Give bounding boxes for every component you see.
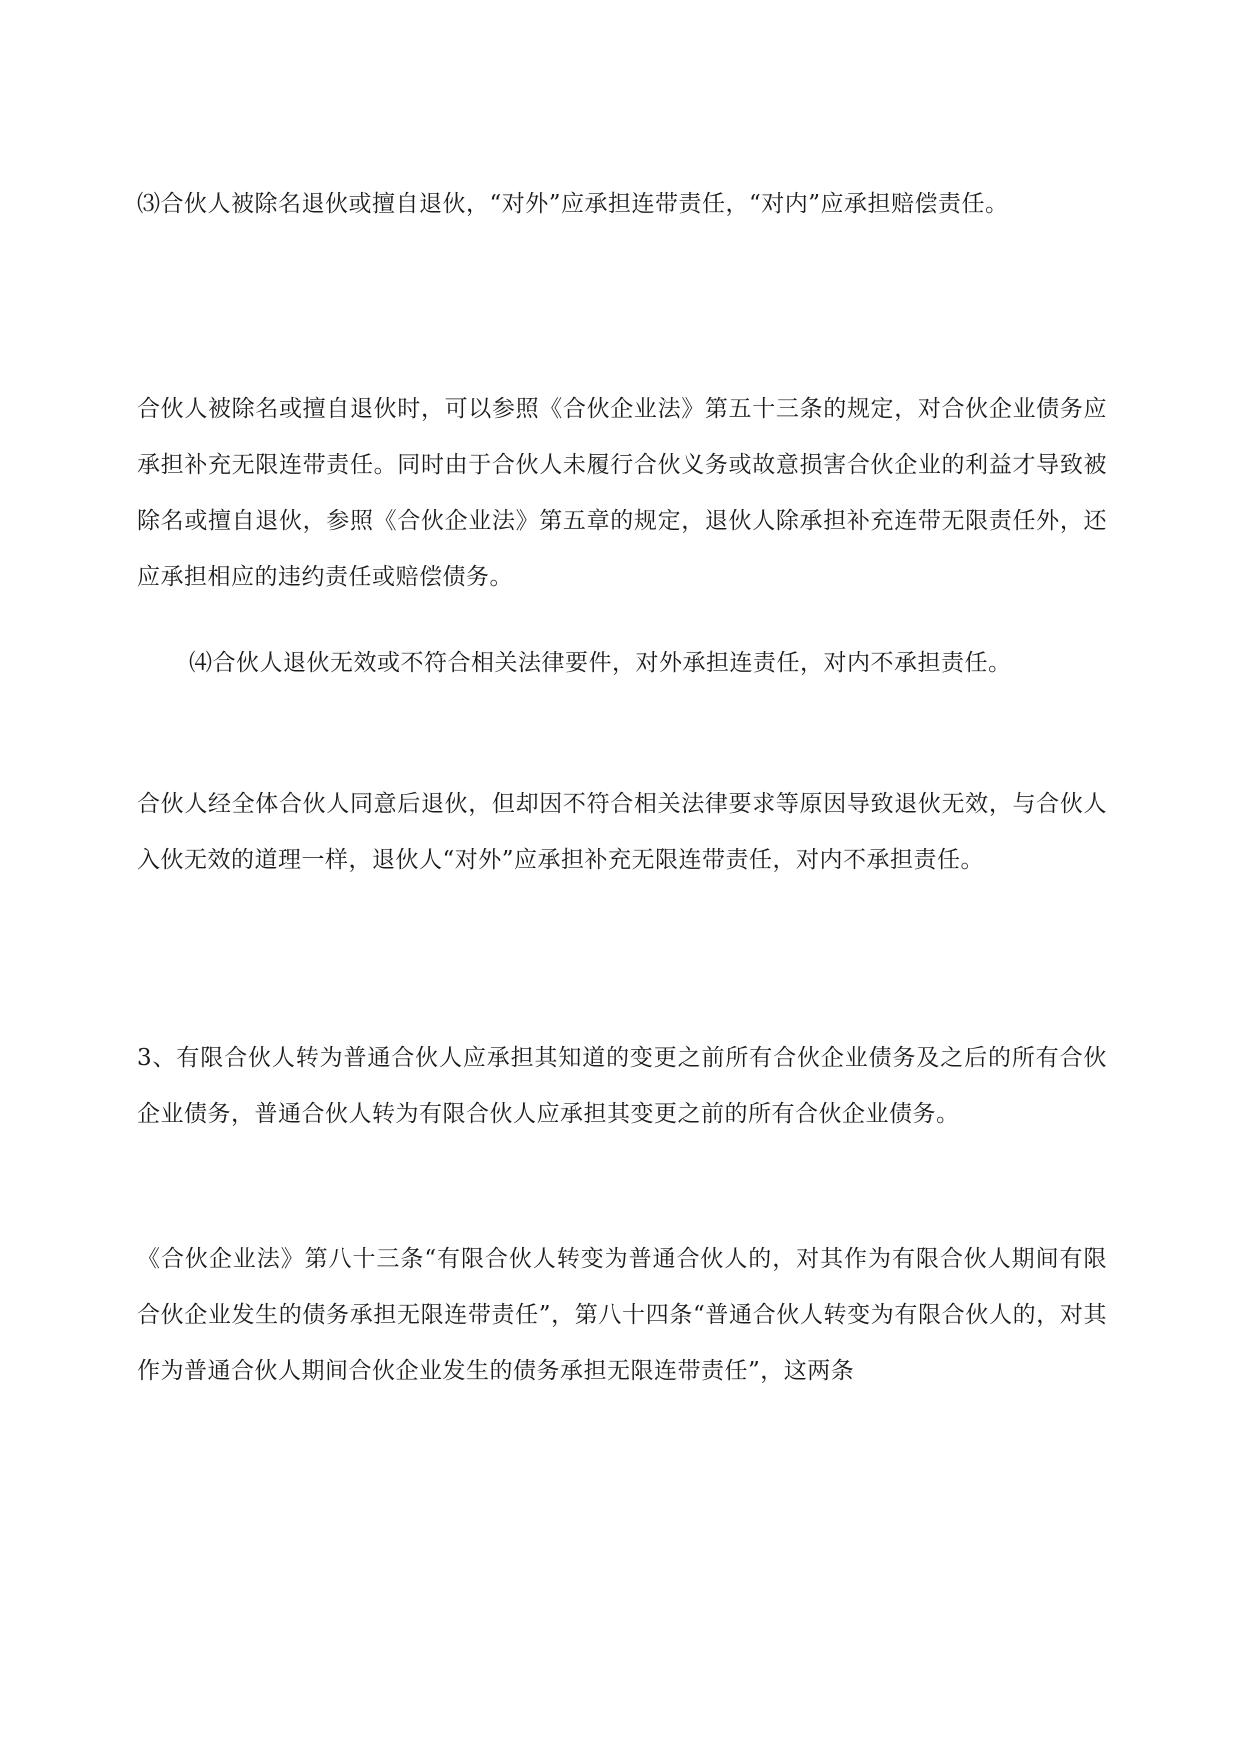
paragraph-expelled-explanation: 合伙人被除名或擅自退伙时，可以参照《合伙企业法》第五十三条的规定，对合伙企业债务应承担补充无限连带责任。同时由于合伙人未履行合伙义务或故意损害合伙企业的利益才导致被除名或擅自退伙，参照《合伙企业法》第五章的规定，退伙人除承担补充连带无限责任外，还应承担相应的违约责任或赔偿债务。 [137, 396, 1107, 590]
paragraph-invalid-explanation: 合伙人经全体合伙人同意后退伙，但却因不符合相关法律要求等原因导致退伙无效，与合伙人入伙无效的道理一样，退伙人“对外”应承担补充无限连带责任，对内不承担责任。 [137, 791, 1107, 873]
paragraph-law-articles: 《合伙企业法》第八十三条“有限合伙人转变为普通合伙人的，对其作为有限合伙人期间有限合伙企业发生的债务承担无限连带责任”，第八十四条“普通合伙人转变为有限合伙人的，对其作为普通合伙人期间合伙企业发生的债务承担无限连带责任”，这两条 [137, 1246, 1107, 1384]
paragraph-3-expelled-withdrawal: ⑶合伙人被除名退伙或擅自退伙，“对外”应承担连带责任，“对内”应承担赔偿责任。 [137, 191, 1009, 217]
paragraph-4-invalid-withdrawal: ⑷合伙人退伙无效或不符合相关法律要件，对外承担连责任，对内不承担责任。 [189, 650, 1012, 676]
paragraph-3-partner-conversion: 3、有限合伙人转为普通合伙人应承担其知道的变更之前所有合伙企业债务及之后的所有合伙企业债务，普通合伙人转为有限合伙人应承担其变更之前的所有合伙企业债务。 [137, 1045, 1107, 1127]
